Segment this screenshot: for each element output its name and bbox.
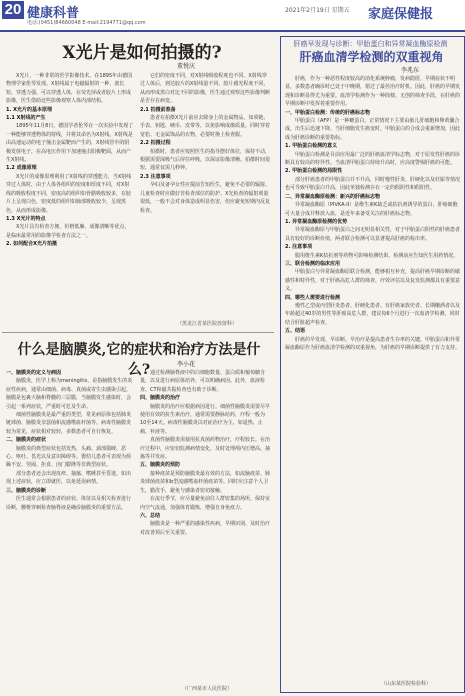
article-liver-title: 肝癌血清学检测的双重视角 <box>299 50 444 64</box>
article-xray-author: 董悦庆 <box>177 63 196 70</box>
paragraph: 甲胎蛋白检测是目前应用最广泛的肝癌血清学标志物，对于原发性肝癌的诊断具有较高的特异性。当血清甲胎蛋白持续升高时，应高度警惕肝癌的可能。 <box>285 151 460 167</box>
subheading: 一、甲胎蛋白检测：传统的肝癌标志物 <box>285 109 371 116</box>
paragraph: X光片，一种非常的医学影像技术，在1895年由德国物理学家伦琴发现。X射线属于电磁辐射的一种，波长短、穿透力强，可以穿透人体，在荧光屏或者胶片上形成影像，医生借助这些影像观察人体内部结构。 <box>6 73 133 105</box>
subheading: 2. 如何配合X光片拍摄 <box>6 241 57 248</box>
article-liver-cancer <box>280 36 465 693</box>
paragraph: 细菌性脑膜炎是最严重的类型，常见病原体包括肺炎链球菌、脑膜炎奈瑟菌和流感嗜血杆菌等。病毒性脑膜炎较为常见，症状相对较轻，多数患者可自行恢复。 <box>6 412 132 435</box>
article-meningitis-title: 什么是脑膜炎,它的症状和治疗方法是什么? <box>17 342 261 378</box>
article-meningitis-author: 李小花 <box>177 361 196 368</box>
subheading: 六、总结 <box>140 512 161 519</box>
paragraph: 孕妇及备孕女性应提前告知医生，避免不必要的辐射。儿童检查时应做好非检查部位的防护。X光检查的辐射剂量很低，一般不会对身体造成明显伤害，但应避免短期内反复检查。 <box>140 182 270 214</box>
issue-date: 2021年2月19日 星期五 <box>285 7 350 14</box>
paragraph: 服用维生素K拮抗剂等药物可影响检测结果，检测前应告知医生用药情况。 <box>295 252 459 259</box>
article-meningitis-footnote: （广西某市人民医院） <box>182 686 233 692</box>
subheading: 三、脑膜炎的诊断 <box>6 487 47 494</box>
paragraph: 脑膜炎是一种严重的感染性疾病，早期识别、及时治疗对改善预后至关重要。 <box>140 521 270 536</box>
subheading: 五、结语 <box>285 328 306 335</box>
subheading: 1.1 X射线的产生 <box>6 115 46 122</box>
paper-name: 家庭保健报 <box>368 7 434 22</box>
subheading: 2.2 拍摄过程 <box>140 140 171 147</box>
paragraph: 慢性乙型或丙型肝炎患者、肝硬化患者、有肝癌家族史者、长期酗酒者以及年龄超过40岁的男性等肝癌高危人群，建议每6个月进行一次血清学检测，同时结合肝脏超声检查。 <box>285 302 460 326</box>
subheading: 2.3 注意事项 <box>140 173 171 180</box>
subheading: 四、哪些人需要进行检测 <box>285 294 341 301</box>
article-xray <box>2 32 274 332</box>
subheading: 二、脑膜炎的症状 <box>6 437 47 444</box>
article-liver-footnote: （山东某医院检验科） <box>381 681 432 687</box>
page-header <box>0 0 465 30</box>
paragraph: 部分肝癌患者的甲胎蛋白并不升高，同时慢性肝炎、肝硬化以及妊娠等情况也可导致甲胎蛋白升高，因此单独检测存在一定的假阴性和假阳性。 <box>285 176 460 192</box>
paragraph: 肝癌的早发现、早诊断、早治疗是提高患者生存率的关键。甲胎蛋白和异常凝血酶原作为肝癌血清学检测的双重视角，为肝癌的早期诊断提供了有力支持。 <box>285 336 460 351</box>
subheading: 1.2 成像原理 <box>6 165 37 172</box>
article-meningitis-col1 <box>6 369 134 689</box>
paragraph: 异常凝血酶原与甲胎蛋白之间无明显相关性，对于甲胎蛋白阴性的肝癌患者具有较好的诊断价值，两者联合检测可以显著提高肝癌的检出率。 <box>285 227 460 242</box>
paragraph: X光片具有检查方便、价格低廉、成像清晰等优点，是临床最常用的影像学检查方法之一。 <box>6 224 130 239</box>
paragraph: 患者在拍摄X光片前应去除身上的金属物品，如项链、手表、钥匙、硬币、皮带等，以免影响成像质量。同时穿着宽松、无金属饰品的衣物，必要时换上检查服。 <box>140 115 270 138</box>
subheading: 五、脑膜炎的预防 <box>140 462 181 469</box>
subheading: 1.3 X光片的特点 <box>6 215 46 222</box>
paragraph: 接种疫苗是预防脑膜炎最有效的方法，如流脑疫苗、肺炎球菌疫苗和b型流感嗜血杆菌疫苗等。同时应注意个人卫生，勤洗手，避免与感染者密切接触。 <box>140 470 270 494</box>
paragraph: 脑膜炎的治疗应根据病因进行。细菌性脑膜炎需要尽早使用有效的抗生素治疗，通常需要静脉给药，疗程一般为10至14天。病毒性脑膜炎以对症治疗为主，如退热、止痛、补液等。 <box>140 403 270 435</box>
article-xray-col1 <box>6 72 134 322</box>
subheading: 2.1 拍摄前准备 <box>140 106 176 113</box>
article-liver-author: 李兆东 <box>401 67 420 74</box>
subheading: 四、脑膜炎的治疗 <box>140 395 181 402</box>
article-xray-footnote: （黑龙江省某医院放射科） <box>177 321 238 327</box>
subheading: 1. X光片的基本原理 <box>6 106 52 113</box>
section-title-left: 健康科普 <box>27 6 80 21</box>
article-liver-body <box>285 75 460 675</box>
article-meningitis-col2 <box>140 369 270 681</box>
subheading: 1. 甲胎蛋白检测的意义 <box>285 143 338 150</box>
article-meningitis <box>2 332 274 696</box>
paragraph: 它们的密度不同，对X射线吸收程度也不同。X射线穿过人体后，到达胶片的X射线量不同，胶片感光程度不同，从而形成黑白对比不同的影像，医生通过观察这些影像判断是否存在病变。 <box>140 73 270 105</box>
subheading: 2. 甲胎蛋白检测的局限性 <box>285 168 343 175</box>
paragraph: 甲胎蛋白与异常凝血酶原联合检测，能够相互补充，提高肝癌早期诊断的敏感性和特异性，对于肝癌高危人群的筛查、疗效评估以及复发监测都具有重要意义。 <box>285 269 460 293</box>
paragraph: 脑膜炎，医学上称为meningitis，是指脑膜发生的炎症性疾病，通常由细菌、病毒、真菌或寄生虫感染引起。脑膜是包裹大脑和脊髓的三层膜，当脑膜发生感染时，会引起一系列症状，严重时可危及生命。 <box>6 378 133 410</box>
paragraph: 1895年11月8日，德国学者伦琴在一次实验中发现了一种能够穿透物体的射线，并将其命名为X射线。X射线是由高速运动的电子撞击金属靶而产生的，X射线管中的阴极发射电子，在高电压作用下加速撞击阳极靶面，从而产生X射线。 <box>6 123 134 164</box>
paragraph: 通过检测脑脊液中的白细胞数量、蛋白质和葡萄糖含量，以及进行病原体培养，可以明确病因。此外，血液检查、CT和磁共振检查也有助于诊断。 <box>140 370 266 393</box>
paragraph: 拍摄时，患者应按照医生的指导摆好体位，保持不动，根据需要深吸气后屏住呼吸，以保证影像清晰。拍摄时间很短，通常仅需几秒钟。 <box>140 148 270 172</box>
article-liver-kicker: 肝癌早发现与诊断：甲胎蛋白和异常凝血酶原检测 <box>293 40 448 48</box>
paragraph: 在流行季节，应尽量避免前往人群密集的场所，保持室内空气流通，加强体育锻炼，增强自身免疫力。 <box>140 496 270 511</box>
subheading: 1. 异常凝血酶原检测的优势 <box>285 218 348 225</box>
subheading: 二、异常凝血酶原检测：新兴的肝癌标志物 <box>285 193 381 200</box>
subheading: 2. 注意事项 <box>285 244 313 251</box>
paragraph: 肝癌，作为一种恶性程度较高的消化系统肿瘤，发病隐匿，早期症状不明显，多数患者确诊时已处于中晚期，错过了最佳治疗时机。因此，肝癌的早期发现和诊断显得尤为重要。血清学检测作为一种简便、无创的筛查手段，在肝癌的早期诊断中发挥着重要作用。 <box>285 76 460 108</box>
page-number: 20 <box>2 1 24 19</box>
subheading: 一、脑膜炎的定义与病因 <box>6 370 62 376</box>
article-xray-col2 <box>140 72 270 314</box>
paragraph: 医生通常会根据患者的症状、体征以及相关检查进行诊断，腰椎穿刺检查脑脊液是确诊脑膜炎的重要方法。 <box>6 496 132 511</box>
paragraph: 脑膜炎的典型症状包括发热、头痛、颈部僵硬、恶心、呕吐、畏光以及意识障碍等。婴幼儿患者可表现为烦躁不安、哭闹、拒食、囟门膨隆等非典型症状。 <box>6 445 132 469</box>
contact-line: 电话:(0451)84660048 E-mail:2194771@qq.com <box>27 20 146 26</box>
paragraph: 甲胎蛋白（AFP）是一种糖蛋白，正常情况下主要由胎儿肝细胞和卵黄囊合成，出生后迅速下降。当肝细胞发生癌变时，甲胎蛋白的合成会重新增加，因此成为肝癌诊断的重要指标。 <box>285 118 460 141</box>
paragraph: 部分患者还会出现皮疹、抽搐、嗜睡甚至昏迷。如出现上述症状，应立即就医，以免延误病情。 <box>6 470 132 486</box>
paragraph: 真菌性脑膜炎需使用抗真菌药物治疗，疗程较长。在治疗过程中，应密切监测病情变化，及时处理颅内压增高、抽搐等并发症。 <box>140 437 270 461</box>
article-xray-title: X光片是如何拍摄的? <box>62 43 222 63</box>
paragraph: 异常凝血酶原（PIVKA-II）是维生素K缺乏或拮抗剂诱导的蛋白，肝癌细胞可大量合成并释放入血，是近年来备受关注的肝癌标志物。 <box>285 202 458 217</box>
paragraph: X光片的成像原理利用了X射线的穿透能力，当X射线穿过人体时，由于人体各组织的密度和厚度不同，对X射线的吸收程度不同，密度高的组织如骨骼吸收较多，在胶片上呈现白色，密度低的组织如肺部吸收较少，呈现黑色，从而形成影像。 <box>6 173 132 214</box>
subheading: 三、联合检测的临床应用 <box>285 260 341 267</box>
